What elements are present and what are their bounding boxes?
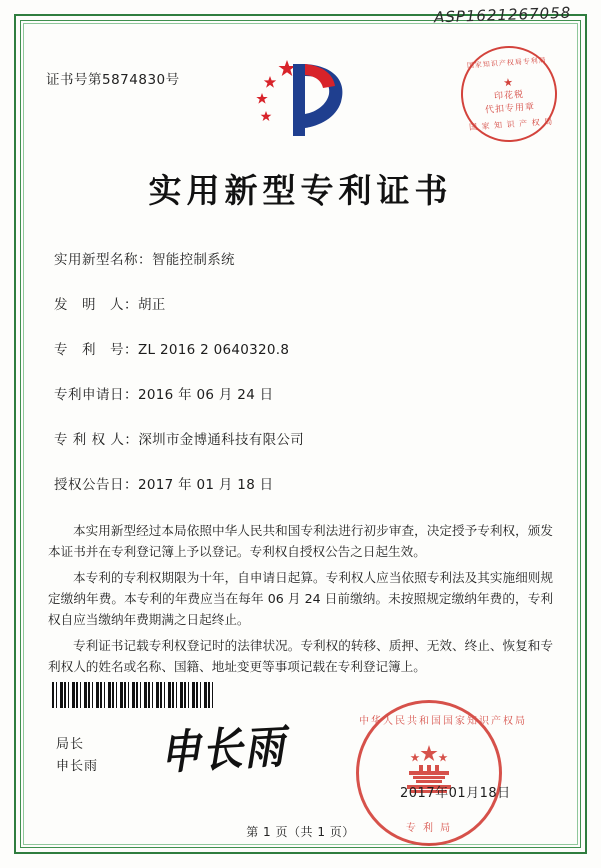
field-value: 胡正 <box>138 297 166 313</box>
legal-body-text <box>48 520 553 682</box>
paragraph-1: 本实用新型经过本局依照中华人民共和国专利法进行初步审查，决定授予专利权，颁发本证书并在专利登记簿上予以登记。专利权自授权公告之日起生效。 <box>48 523 553 559</box>
handwritten-signature: 申长雨 <box>158 719 288 781</box>
certificate-number: 证书号第5874830号 <box>46 72 180 88</box>
seal-big-top-text: 中华人民共和国国家知识产权局 <box>359 716 527 727</box>
signature-title-label: 局长 <box>56 737 85 752</box>
seal-top-line2: 代扣专用章 <box>484 102 536 116</box>
field-utility-model-name <box>54 250 554 270</box>
certificate-fields <box>54 250 554 520</box>
page-title: 实用新型专利证书 <box>148 171 453 210</box>
seal-big-bottom-text: 专 利 局 <box>405 823 453 834</box>
field-patentee <box>54 430 554 450</box>
field-label: 实用新型名称： <box>54 252 152 268</box>
field-value: 深圳市金博通科技有限公司 <box>138 432 304 448</box>
field-value: 智能控制系统 <box>152 252 235 268</box>
seal-top-bottom-text: 国 家 知 识 产 权 局 <box>468 116 554 132</box>
field-patent-number <box>54 340 554 360</box>
handwritten-reference-code: ASP1621267058 <box>433 3 572 27</box>
seal-star-icon: ★ <box>502 75 514 90</box>
field-label: 专 利 号： <box>54 342 138 358</box>
field-label: 专 利 权 人： <box>54 432 139 448</box>
patent-barcode <box>52 682 214 708</box>
patent-office-logo <box>243 58 353 143</box>
seal-issue-date: 2017年01月18日 <box>400 786 511 801</box>
seal-top-line1: 印花税 <box>493 89 525 103</box>
page-footer: 第 1 页（共 1 页） <box>246 825 355 839</box>
paragraph-3: 专利证书记载专利权登记时的法律状况。专利权的转移、质押、无效、终止、恢复和专利权人的姓名或名称、国籍、地址变更等事项记载在专利登记簿上。 <box>48 638 553 674</box>
field-value: 2017 年 01 月 18 日 <box>138 477 274 493</box>
field-label: 授权公告日： <box>54 477 138 493</box>
field-label: 专利申请日： <box>54 387 138 403</box>
field-value: ZL 2016 2 0640320.8 <box>138 342 290 358</box>
field-inventor <box>54 295 554 315</box>
field-value: 2016 年 06 月 24 日 <box>138 387 274 403</box>
signature-name-label: 申长雨 <box>56 759 99 774</box>
seal-top-arc-text: 国家知识产权局专利局 <box>466 56 548 70</box>
field-application-date <box>54 385 554 405</box>
field-label: 发 明 人： <box>54 297 138 313</box>
field-announcement-date <box>54 475 554 495</box>
paragraph-2: 本专利的专利权期限为十年，自申请日起算。专利权人应当依照专利法及其实施细则规定缴纳年费。本专利的年费应当在每年 06 月 24 日前缴纳。未按照规定缴纳年费的，专利权自应当缴纳年费期满之日起终止。 <box>48 570 553 627</box>
